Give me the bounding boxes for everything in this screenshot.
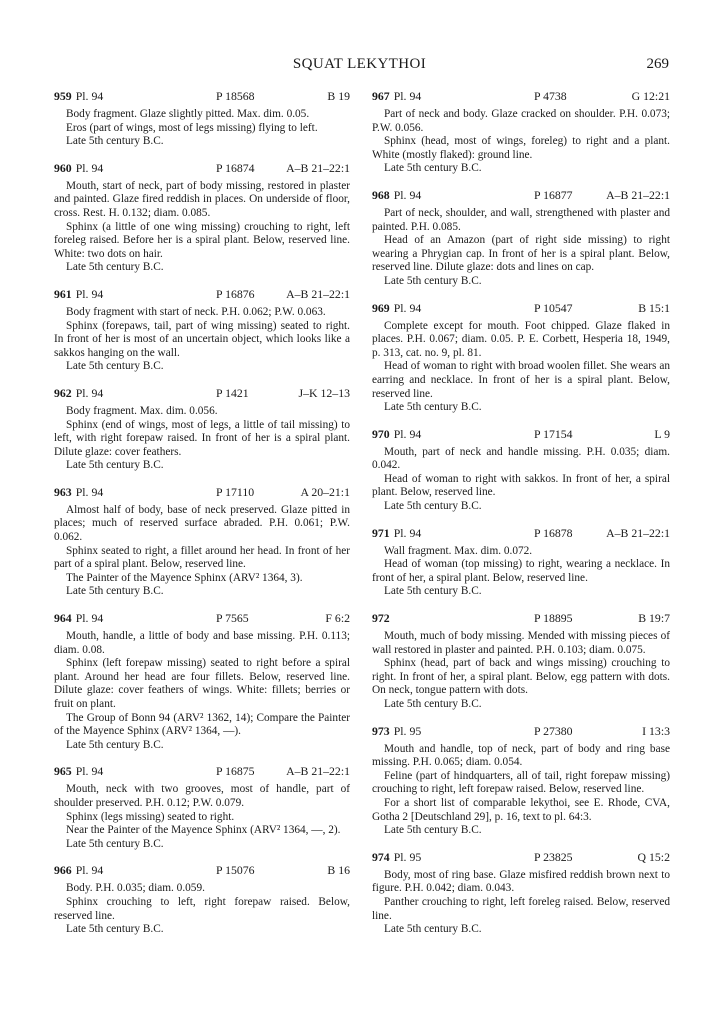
running-head: SQUAT LEKYTHOI bbox=[292, 56, 427, 72]
entry-plate: Pl. 94 bbox=[393, 187, 422, 202]
entry-plate: Pl. 94 bbox=[75, 484, 104, 499]
entry-grid-location: F 6:2 bbox=[325, 611, 350, 626]
entry-description: Sphinx (end of wings, most of legs, a little of tail missing) to left, with right forepaw raised. In front of her is a spiral plant. Dilute glaze: cover feathers. bbox=[54, 418, 350, 458]
entry-description: Mouth and handle, top of neck, part of body and ring base missing. P.H. 0.065; diam. 0.054. bbox=[372, 742, 670, 769]
entry-grid-location: B 19 bbox=[327, 89, 350, 103]
entry-description: Body fragment. Max. dim. 0.056. bbox=[66, 404, 218, 417]
entry-description: Near the Painter of the Mayence Sphinx (ARV² 1364, —, 2). bbox=[66, 824, 341, 837]
entry-inventory-number: P 17110 bbox=[216, 484, 255, 499]
right-column bbox=[372, 88, 670, 948]
entry-header bbox=[372, 88, 670, 104]
entry-plate: Pl. 94 bbox=[393, 89, 422, 103]
entry-number: 966 bbox=[54, 863, 72, 878]
entry-inventory-number: P 23825 bbox=[534, 849, 573, 864]
entry-header bbox=[54, 610, 350, 626]
entry-header bbox=[54, 763, 350, 779]
entry-number: 971 bbox=[372, 525, 390, 540]
entry-date: Late 5th century B.C. bbox=[66, 135, 164, 148]
entry-grid-location: A–B 21–22:1 bbox=[286, 160, 350, 175]
entry-header bbox=[372, 610, 670, 626]
entry-description: Sphinx (forepaws, tail, part of wing missing) seated to right. In front of her is most of an uncertain object, which looks like a sakkos hanging on the wall. bbox=[54, 319, 350, 359]
entry-description: Body fragment. Glaze slightly pitted. Max. dim. 0.05. bbox=[66, 108, 310, 120]
entry-description: Sphinx (legs missing) seated to right. bbox=[66, 810, 235, 823]
entry-date: Late 5th century B.C. bbox=[384, 923, 482, 936]
entry-grid-location: J–K 12–13 bbox=[298, 385, 350, 400]
catalogue-entry bbox=[372, 525, 670, 599]
entry-date: Late 5th century B.C. bbox=[384, 401, 482, 414]
entry-grid-location: G 12:21 bbox=[631, 89, 670, 103]
entry-description: Mouth, neck with two grooves, most of handle, part of shoulder preserved. P.H. 0.12; P.W. 0.079. bbox=[54, 783, 350, 809]
entry-date: Late 5th century B.C. bbox=[66, 459, 164, 472]
entry-grid-location: B 16 bbox=[327, 863, 350, 878]
entry-description: Head of woman (top missing) to right, wearing a necklace. In front of her, a spiral plant. Below, reserved line. bbox=[372, 558, 670, 584]
entry-description: Sphinx (head, part of back and wings missing) crouching to right. In front of her, a spiral plant. Below, egg pattern with dots. On neck, tongue pattern with dots. bbox=[372, 657, 670, 697]
entry-plate: Pl. 94 bbox=[75, 385, 104, 400]
entry-number: 960 bbox=[54, 160, 72, 175]
entry-description: For a short list of comparable lekythoi, see E. Rhode, CVA, Gotha 2 [Deutschland 29], p. 16, text to pl. 64:3. bbox=[372, 796, 670, 823]
entry-description: Wall fragment. Max. dim. 0.072. bbox=[384, 544, 533, 557]
entry-inventory-number: P 27380 bbox=[534, 723, 573, 738]
entry-grid-location: A–B 21–22:1 bbox=[606, 525, 670, 540]
entry-number: 969 bbox=[372, 300, 390, 315]
entry-header bbox=[372, 426, 670, 442]
entry-inventory-number: P 16877 bbox=[534, 187, 573, 202]
entry-number: 967 bbox=[372, 89, 390, 103]
catalogue-entry bbox=[372, 300, 670, 415]
entry-inventory-number: P 4738 bbox=[534, 89, 567, 103]
entry-number: 965 bbox=[54, 764, 72, 779]
entry-inventory-number: P 7565 bbox=[216, 611, 249, 626]
entry-description: Mouth, handle, a little of body and base missing. P.H. 0.113; diam. 0.08. bbox=[54, 630, 350, 656]
entry-plate: Pl. 95 bbox=[393, 723, 422, 738]
catalogue-entry bbox=[54, 385, 350, 473]
catalogue-entry bbox=[54, 862, 350, 936]
page-number: 269 bbox=[646, 56, 669, 72]
entry-inventory-number: P 18895 bbox=[534, 611, 573, 626]
entry-description: Mouth, part of neck and handle missing. P.H. 0.035; diam. 0.042. bbox=[372, 445, 670, 472]
entry-header bbox=[54, 160, 350, 176]
entry-number: 963 bbox=[54, 484, 72, 499]
entry-header bbox=[372, 187, 670, 203]
entry-inventory-number: P 17154 bbox=[534, 426, 573, 441]
entry-header bbox=[54, 286, 350, 302]
entry-grid-location: A–B 21–22:1 bbox=[286, 764, 350, 779]
entry-description: Feline (part of hindquarters, all of tail, right forepaw missing) crouching to right, left forepaw raised. Below, reserved line. bbox=[372, 769, 670, 796]
entry-date: Late 5th century B.C. bbox=[384, 274, 482, 287]
catalogue-entry bbox=[372, 610, 670, 712]
entry-date: Late 5th century B.C. bbox=[66, 837, 164, 850]
entry-number: 962 bbox=[54, 385, 72, 400]
entry-header bbox=[372, 525, 670, 541]
entry-date: Late 5th century B.C. bbox=[66, 738, 164, 751]
entry-inventory-number: P 18568 bbox=[216, 89, 255, 103]
entry-inventory-number: P 16878 bbox=[534, 525, 573, 540]
entry-date: Late 5th century B.C. bbox=[66, 923, 164, 936]
entry-description: Part of neck and body. Glaze cracked on shoulder. P.H. 0.073; P.W. 0.056. bbox=[372, 108, 670, 134]
entry-inventory-number: P 10547 bbox=[534, 300, 573, 315]
entry-date: Late 5th century B.C. bbox=[384, 500, 482, 513]
entry-description: Head of an Amazon (part of right side missing) to right wearing a Phrygian cap. In front of her is a spiral plant. Below, reserved line. Dilute glaze: dots and lines on cap. bbox=[372, 234, 670, 274]
entry-plate: Pl. 94 bbox=[393, 300, 422, 315]
entry-date: Late 5th century B.C. bbox=[384, 162, 482, 175]
entry-grid-location: A 20–21:1 bbox=[300, 484, 350, 499]
entry-description: Mouth, start of neck, part of body missing, restored in plaster and painted. Glaze fired reddish in places. On underside of floor, cross. Rest. H. 0.132; diam. 0.085. bbox=[54, 179, 350, 219]
entry-plate: Pl. 94 bbox=[75, 863, 104, 878]
entry-grid-location: Q 15:2 bbox=[637, 849, 670, 864]
entry-inventory-number: P 16876 bbox=[216, 286, 255, 301]
catalogue-entry bbox=[372, 88, 670, 176]
entry-date: Late 5th century B.C. bbox=[66, 360, 164, 373]
entry-number: 973 bbox=[372, 723, 390, 738]
entry-number: 961 bbox=[54, 286, 72, 301]
entry-description: Sphinx crouching to left, right forepaw raised. Below, reserved line. bbox=[54, 895, 350, 922]
entry-description: Mouth, much of body missing. Mended with missing pieces of wall restored in plaster and painted. P.H. 0.103; diam. 0.075. bbox=[372, 630, 670, 656]
entry-header bbox=[54, 484, 350, 500]
entry-header bbox=[54, 88, 350, 104]
entry-description: Head of woman to right with broad woolen fillet. She wears an earring and necklace. In front of her is a spiral plant. Below, reserved line. bbox=[372, 360, 670, 400]
entry-description: Part of neck, shoulder, and wall, strengthened with plaster and painted. P.H. 0.085. bbox=[372, 206, 670, 233]
entry-grid-location: B 19:7 bbox=[638, 611, 670, 626]
entry-description: Sphinx (left forepaw missing) seated to right before a spiral plant. Around her head are four fillets. Below, reserved line. Dilute glaze: cover feathers of wings. White: fillets; berries or fruit on plant. bbox=[54, 657, 350, 710]
left-column bbox=[54, 88, 350, 948]
entry-header bbox=[372, 300, 670, 316]
entry-number: 959 bbox=[54, 89, 72, 103]
entry-description: Sphinx (a little of one wing missing) crouching to right, left foreleg raised. Before her is a spiral plant. Below, reserved line. White: two dots on hair. bbox=[54, 220, 350, 260]
entry-description: Almost half of body, base of neck preserved. Glaze pitted in places; much of reserved surface abraded. P.H. 0.061; P.W. 0.062. bbox=[54, 503, 350, 544]
entry-inventory-number: P 16875 bbox=[216, 764, 255, 779]
entry-plate: Pl. 94 bbox=[75, 764, 104, 779]
catalogue-entry bbox=[54, 88, 350, 149]
entry-header bbox=[372, 849, 670, 865]
entry-description: Eros (part of wings, most of legs missing) flying to left. bbox=[66, 121, 318, 134]
entry-number: 970 bbox=[372, 426, 390, 441]
entry-plate: Pl. 94 bbox=[393, 426, 422, 441]
catalogue-entry bbox=[372, 849, 670, 937]
entry-grid-location: A–B 21–22:1 bbox=[606, 187, 670, 202]
entry-number: 964 bbox=[54, 611, 72, 626]
entry-date: Late 5th century B.C. bbox=[66, 261, 164, 274]
entry-description: Body, most of ring base. Glaze misfired reddish brown next to figure. P.H. 0.042; diam. 0.043. bbox=[372, 868, 670, 895]
entry-plate: Pl. 95 bbox=[393, 849, 422, 864]
entry-description: Body fragment with start of neck. P.H. 0.062; P.W. 0.063. bbox=[66, 305, 326, 318]
entry-date: Late 5th century B.C. bbox=[384, 824, 482, 837]
entry-date: Late 5th century B.C. bbox=[384, 585, 482, 598]
entry-number: 974 bbox=[372, 849, 390, 864]
catalogue-entry bbox=[54, 160, 350, 275]
entry-date: Late 5th century B.C. bbox=[384, 698, 482, 710]
entry-grid-location: L 9 bbox=[654, 426, 670, 441]
catalogue-entry bbox=[372, 723, 670, 838]
entry-plate: Pl. 94 bbox=[75, 286, 104, 301]
entry-description: Complete except for mouth. Foot chipped. Glaze flaked in places. P.H. 0.067; diam. 0.05. P. E. Corbett, Hesperia 18, 1949, p. 313, cat. no. 9, pl. 81. bbox=[372, 319, 670, 359]
catalogue-entry bbox=[54, 286, 350, 374]
entry-number: 972 bbox=[372, 611, 390, 626]
entry-header bbox=[372, 723, 670, 739]
catalogue-entry bbox=[372, 187, 670, 289]
catalogue-entry bbox=[54, 484, 350, 599]
entry-date: Late 5th century B.C. bbox=[66, 585, 164, 598]
entry-description: Sphinx seated to right, a fillet around her head. In front of her part of a spiral plant. Below, reserved line. bbox=[54, 544, 350, 571]
entry-header bbox=[54, 385, 350, 401]
entry-plate: Pl. 94 bbox=[75, 611, 104, 626]
entry-inventory-number: P 16874 bbox=[216, 160, 255, 175]
entry-description: The Painter of the Mayence Sphinx (ARV² 1364, 3). bbox=[66, 571, 303, 584]
entry-grid-location: I 13:3 bbox=[642, 723, 670, 738]
entry-description: Panther crouching to right, left foreleg raised. Below, reserved line. bbox=[372, 895, 670, 922]
catalogue-entry bbox=[54, 610, 350, 752]
entry-grid-location: A–B 21–22:1 bbox=[286, 286, 350, 301]
entry-grid-location: B 15:1 bbox=[638, 300, 670, 315]
entry-header bbox=[54, 862, 350, 878]
entry-inventory-number: P 15076 bbox=[216, 863, 255, 878]
entry-description: The Group of Bonn 94 (ARV² 1362, 14); Compare the Painter of the Mayence Sphinx (ARV² 1364, —). bbox=[54, 711, 350, 738]
entry-description: Head of woman to right with sakkos. In front of her, a spiral plant. Below, reserved line. bbox=[372, 472, 670, 499]
catalogue-entry bbox=[54, 763, 350, 851]
entry-description: Body. P.H. 0.035; diam. 0.059. bbox=[66, 882, 205, 895]
entry-plate: Pl. 94 bbox=[75, 89, 104, 103]
entry-number: 968 bbox=[372, 187, 390, 202]
entry-inventory-number: P 1421 bbox=[216, 385, 249, 400]
entry-plate: Pl. 94 bbox=[75, 160, 104, 175]
catalogue-entry bbox=[372, 426, 670, 514]
entry-plate: Pl. 94 bbox=[393, 525, 422, 540]
entry-description: Sphinx (head, most of wings, foreleg) to right and a plant. White (mostly flaked): ground line. bbox=[372, 135, 670, 161]
